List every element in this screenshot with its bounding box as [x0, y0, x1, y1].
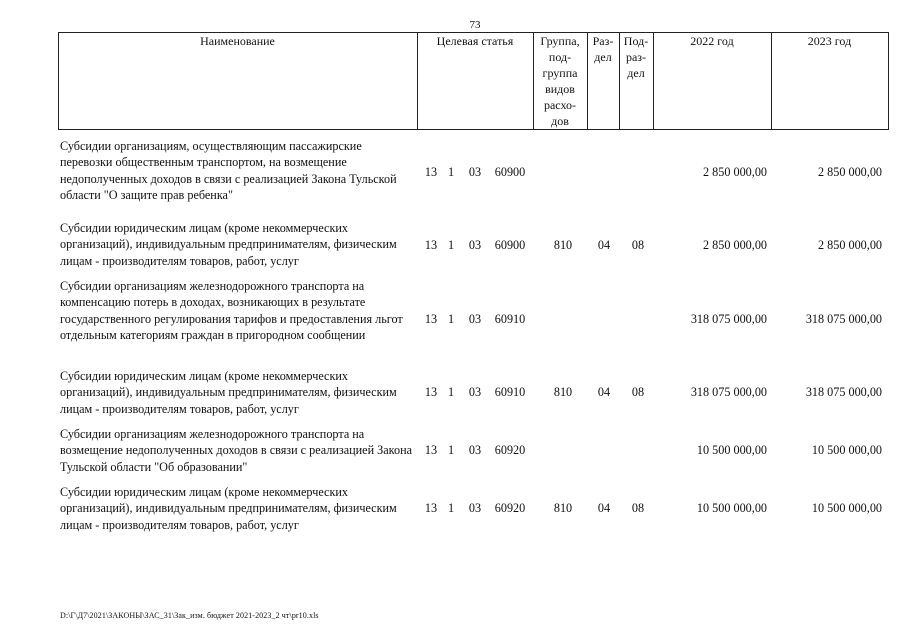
- row-name: Субсидии организациям, осуществляющим пассажирские перевозки общественным транспортом, на возмещение недополученных доходов в связи с реализацией Закона Тульской области "О защите прав ребенка": [60, 139, 397, 203]
- row-2022: 318 075 000,00: [690, 385, 767, 399]
- header-section-line: дел: [594, 50, 612, 64]
- row-dir: 03: [468, 165, 482, 179]
- row-2022: 10 500 000,00: [696, 443, 767, 457]
- row-prog: 13: [424, 312, 438, 326]
- header-section-line: Раз-: [592, 34, 614, 48]
- row-2023: 2 850 000,00: [818, 238, 882, 252]
- row-code: 60910: [494, 312, 526, 326]
- row-dir: 03: [468, 443, 482, 457]
- row-group: 810: [553, 238, 573, 252]
- row-name: Субсидии организациям железнодорожного транспорта на возмещение недополученных доходов в связи с реализацией Закона Тульской области "Об образовании": [60, 427, 413, 474]
- row-code: 60910: [494, 385, 526, 399]
- header-subsection-line: раз-: [625, 50, 647, 64]
- row-code: 60900: [494, 165, 526, 179]
- row-code: 60920: [494, 501, 526, 515]
- row-prog: 13: [424, 443, 438, 457]
- row-dir: 03: [468, 501, 482, 515]
- page-number: 73: [469, 19, 481, 31]
- header-group-line: расхо-: [543, 98, 577, 112]
- row-prog: 13: [424, 238, 438, 252]
- row-code: 60920: [494, 443, 526, 457]
- header-group-line: видов: [545, 82, 575, 96]
- row-2022: 2 850 000,00: [703, 238, 767, 252]
- row-2022: 318 075 000,00: [690, 312, 767, 326]
- header-group-line: группа: [542, 66, 578, 80]
- row-2023: 10 500 000,00: [811, 501, 882, 515]
- file-path-footer: D:\Г\Д7\2021\ЗАКОНЫ\ЗАС_31\Зак_изм. бюджет 2021-2023_2 чт\pr10.xls: [60, 611, 319, 620]
- row-prog: 13: [424, 385, 438, 399]
- header-group-line: дов: [551, 114, 569, 128]
- row-code: 60900: [494, 238, 526, 252]
- row-dir: 03: [468, 385, 482, 399]
- header-year-2022: 2022 год: [690, 34, 734, 48]
- row-2022: 10 500 000,00: [696, 501, 767, 515]
- header-group-line: под-: [548, 50, 572, 64]
- row-2022: 2 850 000,00: [703, 165, 767, 179]
- row-subsection: 08: [631, 238, 645, 252]
- header-subsection-line: Под-: [623, 34, 649, 48]
- header-target: Целевая статья: [436, 34, 514, 48]
- row-sub: 1: [447, 165, 455, 179]
- row-name: Субсидии организациям железнодорожного транспорта на компенсацию потерь в доходах, возникающих в результате государственного регулирования тарифов и предоставления льгот отдельным категориям граждан в пригородном сообщении: [60, 279, 403, 343]
- row-name: Субсидии юридическим лицам (кроме некоммерческих организаций), индивидуальным предпринимателям, физическим лицам - производителям товаров, работ, услуг: [60, 485, 397, 532]
- row-prog: 13: [424, 501, 438, 515]
- row-2023: 10 500 000,00: [811, 443, 882, 457]
- row-sub: 1: [447, 238, 455, 252]
- header-group: [533, 33, 587, 129]
- row-dir: 03: [468, 238, 482, 252]
- header-subsection-line: дел: [627, 66, 645, 80]
- row-sub: 1: [447, 501, 455, 515]
- row-sub: 1: [447, 443, 455, 457]
- row-section: 04: [597, 238, 611, 252]
- row-2023: 2 850 000,00: [818, 165, 882, 179]
- row-2023: 318 075 000,00: [805, 312, 882, 326]
- header-name: Наименование: [200, 34, 275, 48]
- header-subsection: [619, 33, 653, 81]
- header-year-2023: 2023 год: [807, 34, 852, 48]
- row-prog: 13: [424, 165, 438, 179]
- row-subsection: 08: [631, 385, 645, 399]
- row-section: 04: [597, 385, 611, 399]
- row-group: 810: [553, 385, 573, 399]
- row-sub: 1: [447, 312, 455, 326]
- row-name: Субсидии юридическим лицам (кроме некоммерческих организаций), индивидуальным предпринимателям, физическим лицам - производителям товаров, работ, услуг: [60, 369, 397, 416]
- header-section: [587, 33, 619, 65]
- row-dir: 03: [468, 312, 482, 326]
- row-section: 04: [597, 501, 611, 515]
- row-sub: 1: [447, 385, 455, 399]
- row-group: 810: [553, 501, 573, 515]
- row-name: Субсидии юридическим лицам (кроме некоммерческих организаций), индивидуальным предпринимателям, физическим лицам - производителям товаров, работ, услуг: [60, 221, 397, 268]
- row-subsection: 08: [631, 501, 645, 515]
- header-group-line: Группа,: [540, 34, 580, 48]
- row-2023: 318 075 000,00: [805, 385, 882, 399]
